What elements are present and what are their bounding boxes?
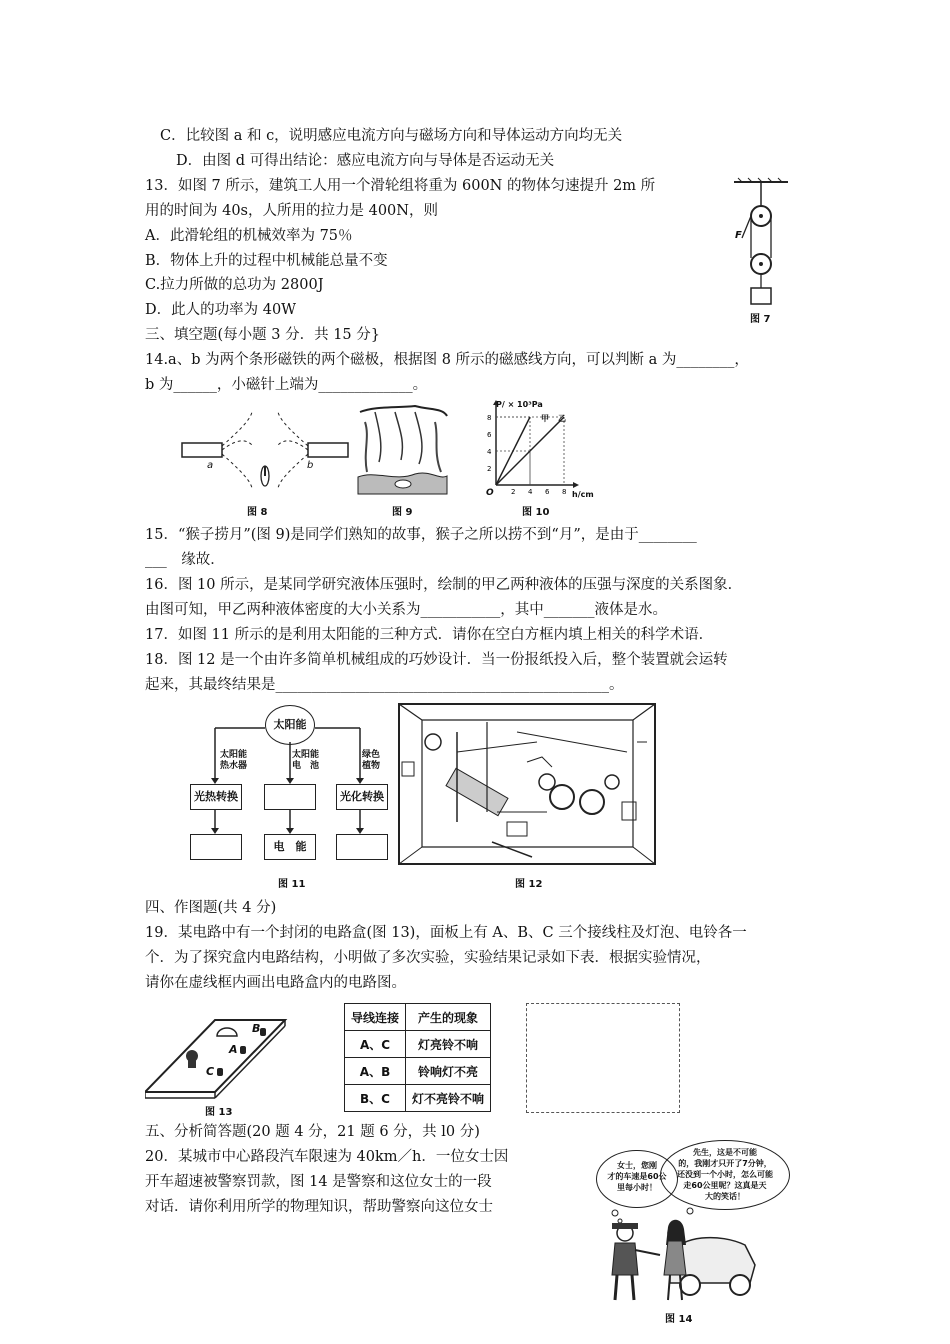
q13-option-b: B．物体上升的过程中机械能总量不变 — [145, 253, 388, 269]
q13-stem-line1: 13．如图 7 所示，建筑工人用一个滑轮组将重为 600N 的物体匀速提升 2m 所 — [145, 178, 656, 194]
table-row — [345, 1085, 491, 1112]
x-tick-label: 6 — [545, 488, 550, 496]
series-a-label: 甲 — [541, 414, 549, 423]
box-blank-3 — [336, 834, 388, 860]
sun-energy-node: 太阳能 — [265, 705, 315, 745]
figure-8-caption: 图 8 — [247, 507, 268, 518]
figure-9-monkey-picture — [355, 402, 450, 498]
q20-line3: 对话．请你利用所学的物理知识，帮助警察向这位女士 — [145, 1199, 493, 1215]
x-tick-label: 4 — [528, 488, 533, 496]
series-b-label: 乙 — [558, 414, 566, 423]
y-tick-label: 4 — [487, 448, 492, 456]
box-photochemical: 光化转换 — [336, 784, 388, 810]
x-tick-label: 2 — [511, 488, 516, 496]
branch-water-heater: 太阳能 热水器 — [220, 750, 248, 771]
circuit-drawing-area[interactable] — [526, 1003, 680, 1113]
q16-line1: 16．图 10 所示，是某同学研究液体压强时，绘制的甲乙两种液体的压强与深度的关系图象． — [145, 577, 743, 593]
figure-8-magnets — [180, 410, 350, 500]
q13-option-a: A．此滑轮组的机械效率为 75％ — [145, 228, 353, 244]
terminal-c-label: C — [206, 1065, 215, 1078]
driver-speech-bubble: 先生，这是不可能 的，我刚才只开了7分钟， 还没到一个小时，怎么可能 走60公里呢？这真是天 大的笑话！ — [660, 1140, 790, 1210]
q12-option-d: D．由图 d 可得出结论：感应电流方向与导体是否运动无关 — [176, 153, 555, 169]
figure-10-ylabel: P/ × 10³Pa — [496, 400, 543, 409]
table-header-row — [345, 1004, 491, 1031]
cell-phenomenon: 灯亮铃不响 — [406, 1031, 491, 1058]
q13-option-c: C.拉力所做的总功为 2800J — [145, 277, 324, 293]
q19-line1: 19．某电路中有一个封闭的电路盒(图 13)，面板上有 A、B、C 三个接线柱及灯泡、电铃各一 — [145, 925, 747, 941]
pole-b-label: b — [307, 460, 314, 471]
terminal-a-label: A — [229, 1043, 238, 1056]
experiment-table — [344, 1003, 491, 1112]
figure-12-machine — [397, 702, 659, 867]
figure-14-cartoon — [590, 1205, 760, 1305]
police-speech-bubble: 女士，您刚 才的车速是60公 里每小时！ — [596, 1150, 678, 1208]
header-phenomenon: 产生的现象 — [406, 1004, 491, 1031]
figure-10-chart — [478, 400, 588, 500]
q15-line1: 15．“猴子捞月”(图 9)是同学们熟知的故事，猴子之所以捞不到“月”，是由于________ — [145, 527, 697, 543]
figure-13-circuit-box — [145, 1010, 295, 1100]
q12-option-c: C．比较图 a 和 c，说明感应电流方向与磁场方向和导体运动方向均无关 — [160, 128, 623, 144]
header-wire-connection: 导线连接 — [345, 1004, 406, 1031]
figure-10-origin: O — [486, 488, 494, 498]
q13-stem-line2: 用的时间为 40s，人所用的拉力是 400N，则 — [145, 203, 438, 219]
figure-12-caption: 图 12 — [515, 879, 543, 890]
box-blank-1 — [264, 784, 316, 810]
q14-line2: b 为______，小磁针上端为_____________。 — [145, 377, 428, 393]
figure-13-caption: 图 13 — [205, 1107, 233, 1118]
table-row — [345, 1058, 491, 1085]
q18-line1: 18．图 12 是一个由许多简单机械组成的巧妙设计．当一份报纸投入后，整个装置就会运转 — [145, 652, 728, 668]
q16-line2: 由图可知，甲乙两种液体密度的大小关系为___________，其中_______液体是水。 — [145, 602, 667, 618]
box-photothermal: 光热转换 — [190, 784, 242, 810]
figure-14-caption: 图 14 — [665, 1314, 693, 1325]
cell-connection: A、B — [345, 1058, 406, 1085]
q20-line1: 20．某城市中心路段汽车限速为 40km／h．一位女士因 — [145, 1149, 509, 1165]
force-label: F — [735, 230, 742, 241]
q13-option-d: D．此人的功率为 40W — [145, 302, 297, 318]
cell-connection: A、C — [345, 1031, 406, 1058]
x-tick-label: 8 — [562, 488, 567, 496]
y-tick-label: 6 — [487, 431, 492, 439]
section-5-heading: 五、分析简答题(20 题 4 分，21 题 6 分，共 l0 分) — [145, 1124, 480, 1140]
q19-line3: 请你在虚线框内画出电路盒内的电路图。 — [145, 975, 406, 991]
cell-phenomenon: 灯不亮铃不响 — [406, 1085, 491, 1112]
cell-connection: B、C — [345, 1085, 406, 1112]
section-4-heading: 四、作图题(共 4 分) — [145, 900, 277, 916]
q20-line2: 开车超速被警察罚款，图 14 是警察和这位女士的一段 — [145, 1174, 492, 1190]
branch-green-plants: 绿色 植物 — [362, 750, 381, 771]
q17-line: 17．如图 11 所示的是利用太阳能的三种方式．请你在空白方框内填上相关的科学术语． — [145, 627, 714, 643]
q15-line2: ___ 缘故． — [145, 552, 225, 568]
q18-line2: 起来，其最终结果是______________________________________________。 — [145, 677, 624, 693]
q14-line1: 14.a、b 为两个条形磁铁的两个磁极，根据图 8 所示的磁感线方向，可以判断 a 为________， — [145, 352, 749, 368]
figure-7-pulley — [728, 176, 798, 326]
figure-10-xlabel: h/cm — [572, 490, 594, 499]
box-electric-energy: 电 能 — [264, 834, 316, 860]
figure-7-caption: 图 7 — [750, 314, 771, 325]
terminal-b-label: B — [252, 1022, 261, 1035]
y-tick-label: 8 — [487, 414, 492, 422]
table-row — [345, 1031, 491, 1058]
y-tick-label: 2 — [487, 465, 492, 473]
branch-solar-cell: 太阳能 电 池 — [292, 750, 320, 771]
q19-line2: 个．为了探究盒内电路结构，小明做了多次实验，实验结果记录如下表．根据实验情况， — [145, 950, 711, 966]
pole-a-label: a — [207, 460, 214, 471]
box-blank-2 — [190, 834, 242, 860]
figure-9-caption: 图 9 — [392, 507, 413, 518]
figure-11-caption: 图 11 — [278, 879, 306, 890]
figure-10-caption: 图 10 — [522, 507, 550, 518]
cell-phenomenon: 铃响灯不亮 — [406, 1058, 491, 1085]
section-3-heading: 三、填空题(每小题 3 分．共 15 分} — [145, 327, 380, 343]
